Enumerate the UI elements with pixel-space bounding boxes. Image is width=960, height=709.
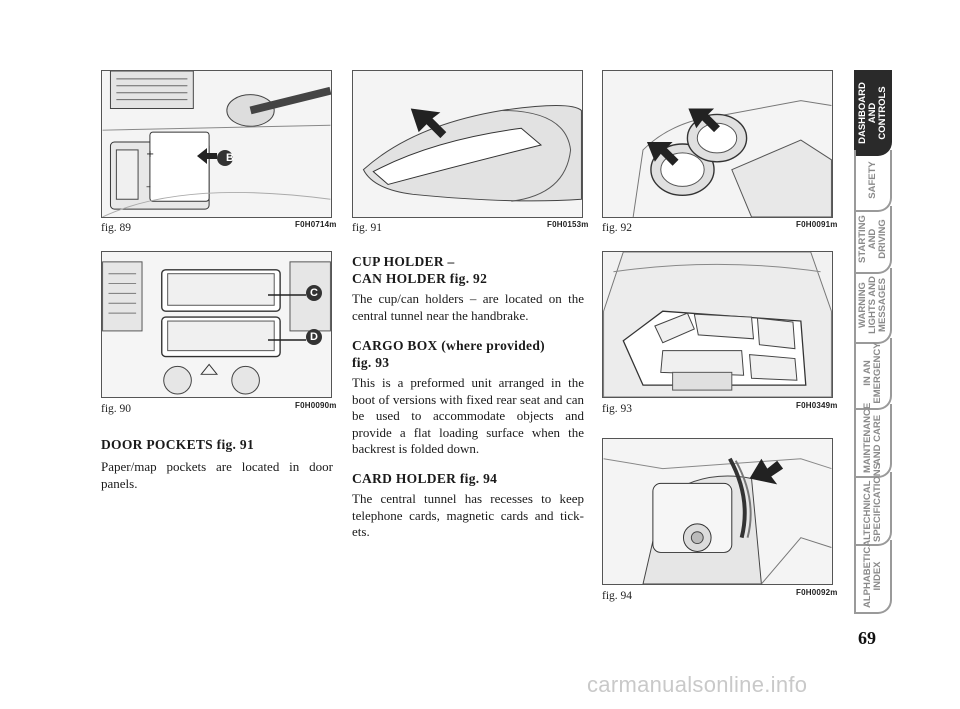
figure-92-code: F0H0091m [796, 220, 838, 229]
figure-91-caption: fig. 91 [352, 222, 383, 234]
tab-warning-lights-and-messages-label: WARNING LIGHTS AND MESSAGES [857, 276, 888, 334]
figure-89-image [101, 70, 332, 218]
figure-93-caption: fig. 93 [602, 403, 633, 415]
tab-technical-specifications[interactable] [854, 463, 892, 546]
svg-text:–: – [145, 181, 151, 193]
figure-89-caption: fig. 89 [101, 222, 132, 234]
tab-in-an-emergency[interactable] [854, 338, 892, 410]
tab-alphabetical-index-label: ALPHABETICAL INDEX [862, 534, 883, 608]
tab-starting-and-driving[interactable] [854, 206, 892, 274]
cargo-box-heading-1: CARGO BOX (where provided) [352, 338, 545, 353]
figure-90-code: F0H0090m [295, 401, 337, 410]
card-holder-body: The central tunnel has recesses to keep telephone cards, magnetic cards and tick-ets. [352, 491, 584, 539]
svg-text:+: + [145, 148, 155, 160]
tab-starting-and-driving-label: STARTING AND DRIVING [857, 215, 888, 263]
figure-94-code: F0H0092m [796, 588, 838, 597]
tab-technical-specifications-label: TECHNICAL SPECIFICATIONS [862, 463, 883, 542]
cargo-box-body: This is a preformed unit arranged in the boot of versions with fixed rear seat and can be used to accommodate objects and provide a flat loading surface when the backrest is folded down. [352, 375, 584, 456]
figure-91-image [352, 70, 583, 218]
figure-93-code: F0H0349m [796, 401, 838, 410]
page-number: 69 [858, 628, 876, 648]
tab-safety[interactable] [854, 150, 892, 212]
tab-maintenance-and-care-label: MAINTENANCE AND CARE [862, 402, 883, 473]
callout-d-label: D [310, 331, 319, 343]
callout-c-label: C [310, 287, 319, 299]
watermark-text: carmanualsonline.info [587, 672, 808, 697]
tab-warning-lights-and-messages[interactable] [854, 268, 892, 344]
cargo-box-heading-2: fig. 93 [352, 355, 390, 370]
cup-holder-heading-1: CUP HOLDER – [352, 254, 455, 269]
figure-92-image [602, 70, 833, 218]
tab-dashboard-and-controls-label: DASHBOARD AND CONTROLS [857, 82, 888, 144]
cup-holder-heading-2: CAN HOLDER fig. 92 [352, 271, 488, 286]
figure-91-code: F0H0153m [547, 220, 589, 229]
figure-94-caption: fig. 94 [602, 590, 633, 602]
tab-dashboard-and-controls[interactable] [854, 70, 892, 156]
figure-94-image [602, 438, 833, 585]
figure-92-caption: fig. 92 [602, 222, 633, 234]
card-holder-heading: CARD HOLDER fig. 94 [352, 471, 498, 486]
callout-b-label: B [226, 152, 235, 164]
figure-89-code: F0H0714m [295, 220, 337, 229]
door-pockets-body: Paper/map pockets are located in door panels. [101, 459, 333, 491]
figure-90-caption: fig. 90 [101, 403, 132, 415]
cup-holder-body: The cup/can holders – are located on the central tunnel near the handbrake. [352, 291, 584, 323]
tab-alphabetical-index[interactable] [854, 534, 892, 614]
tab-safety-label: SAFETY [867, 161, 878, 199]
door-pockets-heading: DOOR POCKETS fig. 91 [101, 437, 255, 452]
figure-93-image [602, 251, 833, 398]
tab-in-an-emergency-label: IN AN EMERGENCY [862, 342, 883, 404]
